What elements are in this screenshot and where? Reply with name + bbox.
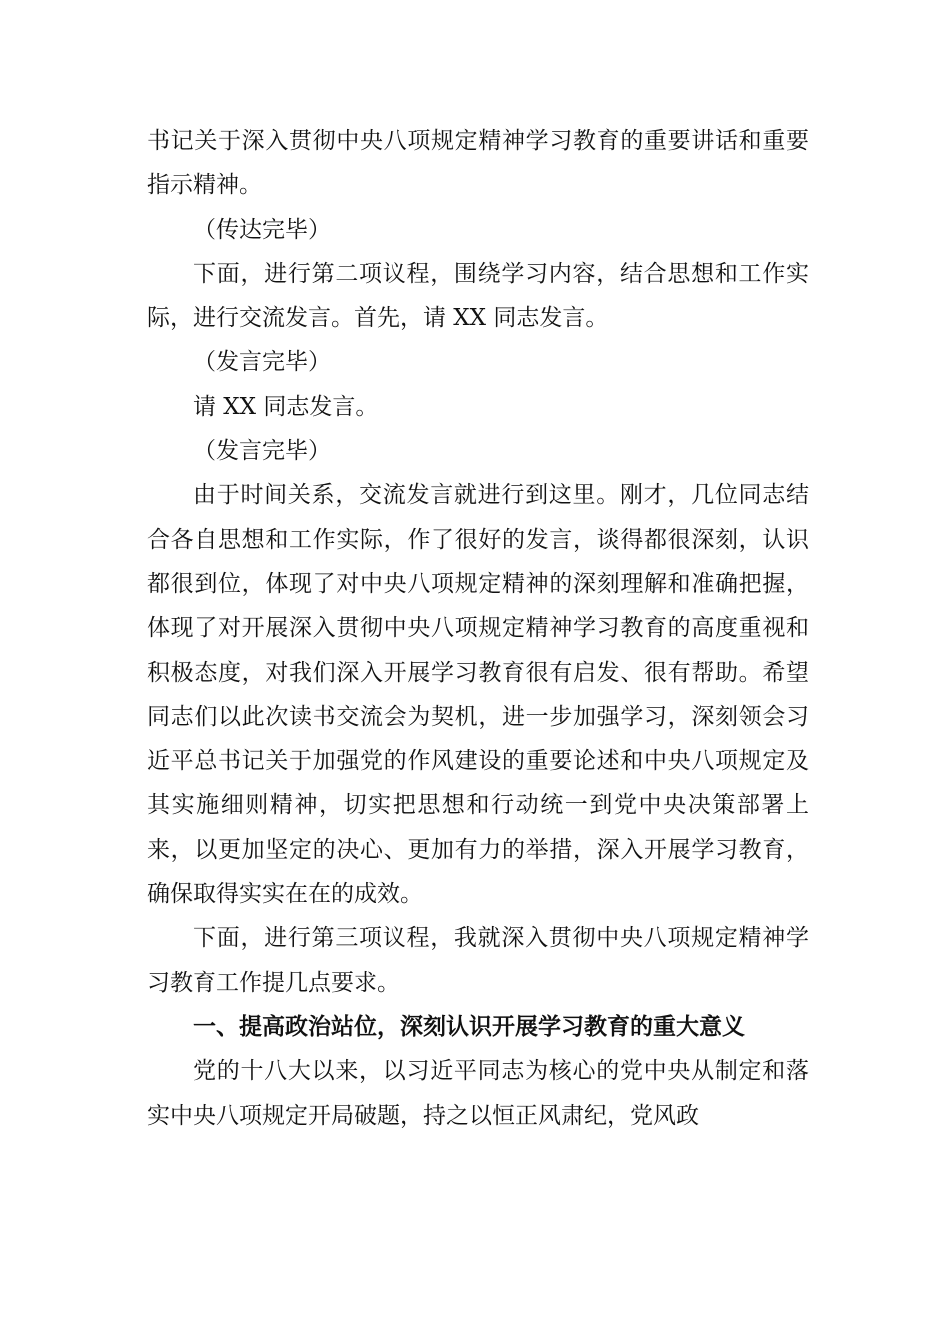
paragraph-summary: 由于时间关系，交流发言就进行到这里。刚才，几位同志结合各自思想和工作实际，作了很好的发言，谈得都很深刻，认识都很到位，体现了对中央八项规定精神的深刻理解和准确把握，体现了对开展深入贯彻中央八项规定精神学习教育的高度重视和积极态度，对我们深入开展学习教育很有启发、很有帮助。希望同志们以此次读书交流会为契机，进一步加强学习，深刻领会习近平总书记关于加强党的作风建设的重要论述和中央八项规定及其实施细则精神，切实把思想和行动统一到党中央决策部署上来，以更加坚定的决心、更加有力的举措，深入开展学习教育，确保取得实实在在的成效。 bbox=[147, 482, 809, 908]
paragraph-third-agenda: 下面，进行第三项议程，我就深入贯彻中央八项规定精神学习教育工作提几点要求。 bbox=[147, 925, 809, 996]
document-body bbox=[147, 119, 809, 1138]
paragraph-next-speaker: 请 XX 同志发言。 bbox=[193, 393, 379, 420]
paragraph-second-agenda: 下面，进行第二项议程，围绕学习内容，结合思想和工作实际，进行交流发言。首先，请 XX 同志发言。 bbox=[147, 260, 809, 332]
paragraph-note-speech-complete-1: （发言完毕） bbox=[193, 349, 331, 376]
paragraph-continuation: 书记关于深入贯彻中央八项规定精神学习教育的重要讲话和重要指示精神。 bbox=[147, 128, 809, 199]
paragraph-section-1-body: 党的十八大以来，以习近平同志为核心的党中央从制定和落实中央八项规定开局破题，持之以恒正风肃纪，党风政 bbox=[147, 1058, 809, 1129]
section-heading-1: 一、提高政治站位，深刻认识开展学习教育的重大意义 bbox=[193, 1013, 745, 1040]
paragraph-note-relay-complete: （传达完毕） bbox=[193, 216, 331, 243]
paragraph-note-speech-complete-2: （发言完毕） bbox=[193, 438, 331, 465]
